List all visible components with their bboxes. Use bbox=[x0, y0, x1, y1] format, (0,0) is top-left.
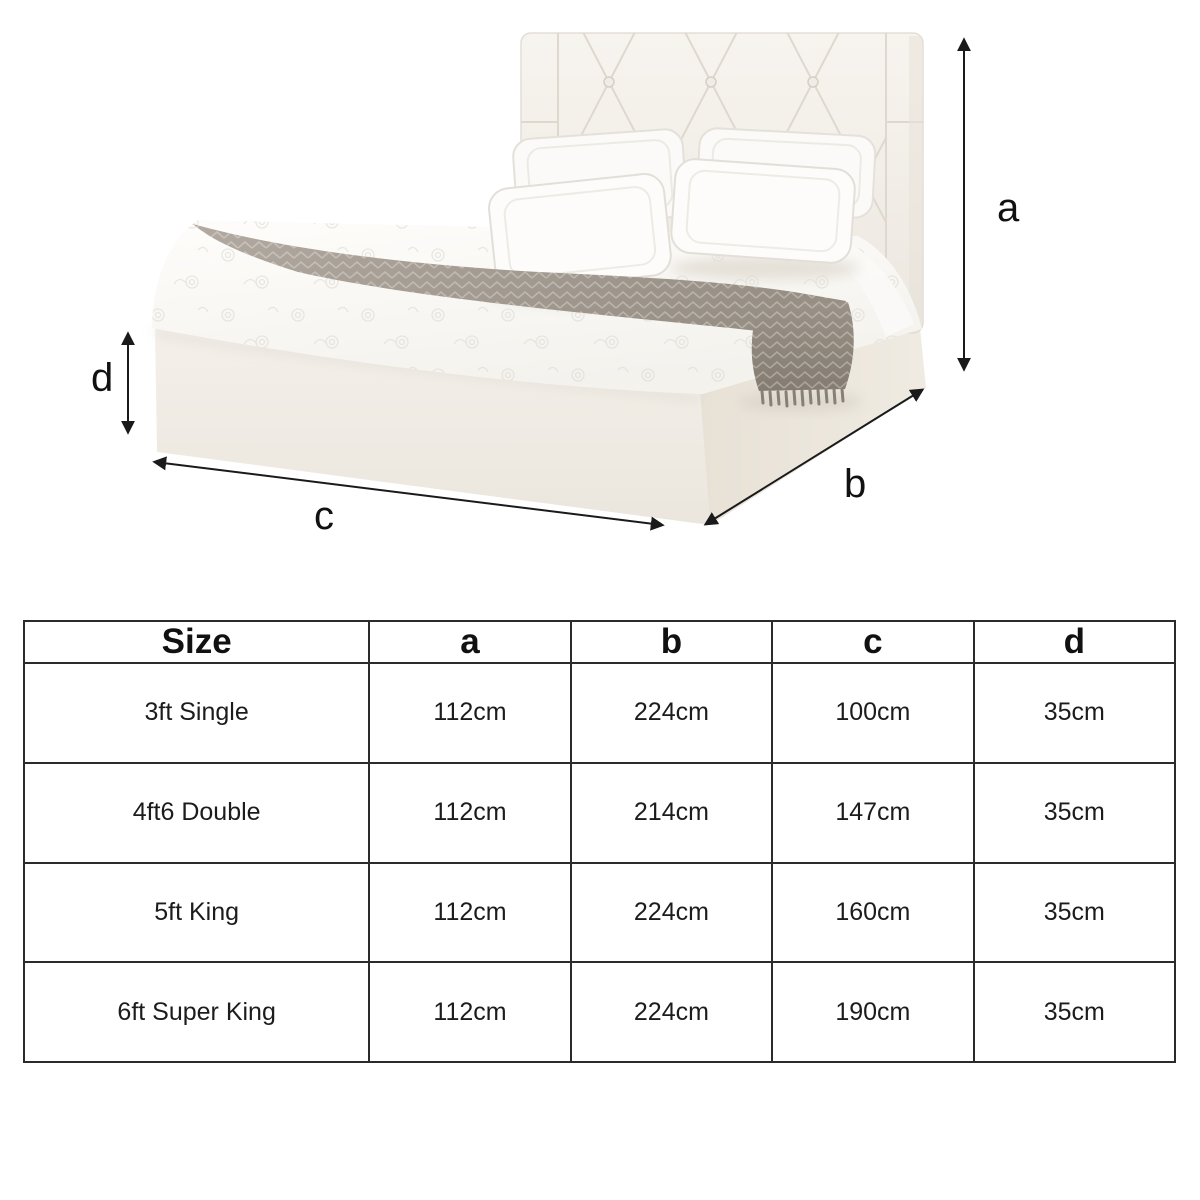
cell-d: 35cm bbox=[974, 863, 1175, 963]
cell-b: 224cm bbox=[571, 663, 772, 763]
cell-a: 112cm bbox=[369, 962, 570, 1062]
column-header-a: a bbox=[369, 621, 570, 663]
cell-d: 35cm bbox=[974, 763, 1175, 863]
column-header-d: d bbox=[974, 621, 1175, 663]
dimension-label-c: c bbox=[314, 494, 334, 538]
cell-c: 147cm bbox=[772, 763, 973, 863]
size-table bbox=[23, 620, 1176, 1063]
table-row bbox=[24, 863, 1175, 963]
cell-d: 35cm bbox=[974, 663, 1175, 763]
cell-c: 160cm bbox=[772, 863, 973, 963]
table-header-row bbox=[24, 621, 1175, 663]
cell-b: 214cm bbox=[571, 763, 772, 863]
dimension-label-a: a bbox=[997, 186, 1020, 230]
cell-size: 3ft Single bbox=[24, 663, 369, 763]
cell-c: 190cm bbox=[772, 962, 973, 1062]
column-header-size: Size bbox=[24, 621, 369, 663]
table-row bbox=[24, 663, 1175, 763]
column-header-c: c bbox=[772, 621, 973, 663]
cell-c: 100cm bbox=[772, 663, 973, 763]
cell-a: 112cm bbox=[369, 863, 570, 963]
cell-size: 6ft Super King bbox=[24, 962, 369, 1062]
dimension-arrow-a bbox=[964, 40, 1020, 369]
dimension-label-b: b bbox=[844, 462, 867, 506]
dimension-arrow-d bbox=[91, 334, 128, 432]
cell-b: 224cm bbox=[571, 863, 772, 963]
dimension-label-d: d bbox=[91, 356, 114, 400]
cell-a: 112cm bbox=[369, 763, 570, 863]
cell-d: 35cm bbox=[974, 962, 1175, 1062]
pillow-front-right bbox=[670, 158, 856, 264]
bed-dimension-figure bbox=[0, 0, 1200, 580]
cell-a: 112cm bbox=[369, 663, 570, 763]
table-row bbox=[24, 962, 1175, 1062]
cell-size: 4ft6 Double bbox=[24, 763, 369, 863]
cell-b: 224cm bbox=[571, 962, 772, 1062]
table-row bbox=[24, 763, 1175, 863]
cell-size: 5ft King bbox=[24, 863, 369, 963]
column-header-b: b bbox=[571, 621, 772, 663]
